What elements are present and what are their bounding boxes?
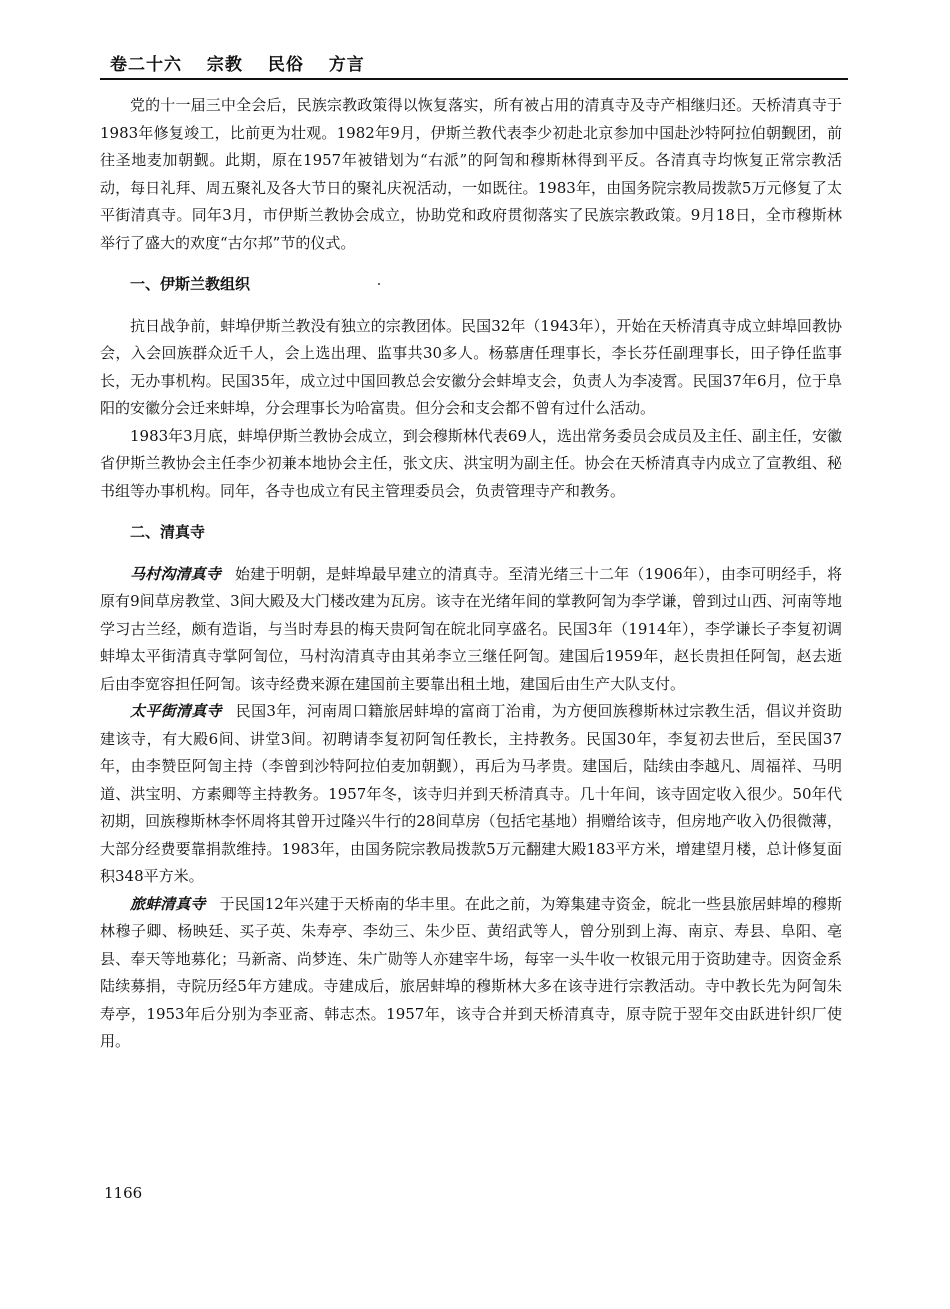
header-rule [100, 78, 848, 80]
body-text [100, 92, 842, 1056]
mosque-entry-taipingjie [100, 698, 842, 891]
mosque-entry-lvbeng [100, 891, 842, 1056]
scan-speck [378, 283, 380, 285]
header-section-dialect: 方言 [328, 55, 365, 75]
page-number: 1166 [104, 1184, 143, 1202]
mosque-description: 于民国12年兴建于天桥南的华丰里。在此之前，为筹集建寺资金，皖北一些县旅居蚌埠的穆斯林穆子卿、杨映廷、买子英、朱寿亭、李幼三、朱少臣、黄绍武等人，曾分别到上海、南京、寿县、阜阳、亳县、奉天等地募化；马新斋、尚梦连、朱广勋等人亦建宰牛场，每宰一头牛收一枚银元用于资助建寺。因资金系陆续募捐，寺院历经5年方建成。寺建成后，旅居蚌埠的穆斯林大多在该寺进行宗教活动。寺中教长先为阿訇朱寿亭，1953年后分别为李亚斋、韩志杰。1957年，该寺合并到天桥清真寺，原寺院于翌年交由跃进针织厂使用。 [100, 894, 842, 1050]
mosque-description: 民国3年，河南周口籍旅居蚌埠的富商丁治甫，为方便回族穆斯林过宗教生活，倡议并资助建该寺，有大殿6间、讲堂3间。初聘请李复初阿訇任教长，主持教务。民国30年，李复初去世后，至民国37年，由李赞臣阿訇主持（李曾到沙特阿拉伯麦加朝觐），再后为马孝贵。建国后，陆续由李越凡、周福祥、马明道、洪宝明、方素卿等主持教务。1957年冬，该寺归并到天桥清真寺。几十年间，该寺固定收入很少。50年代初期，回族穆斯林李怀周将其曾开过隆兴牛行的28间草房（包括宅基地）捐赠给该寺，但房地产收入仍很微薄，大部分经费要靠捐款维持。1983年，由国务院宗教局拨款5万元翻建大殿183平方米，增建望月楼，总计修复面积348平方米。 [100, 702, 842, 885]
mosque-name: 旅蚌清真寺 [130, 894, 206, 913]
mosque-name: 马村沟清真寺 [130, 564, 221, 583]
header-volume: 卷二十六 [110, 55, 182, 75]
organization-paragraph-1: 抗日战争前，蚌埠伊斯兰教没有独立的宗教团体。民国32年（1943年），开始在天桥清真寺成立蚌埠回教协会，入会回族群众近千人，会上选出理、监事共30多人。杨慕唐任理事长，李长芬任副理事长，田子铮任监事长，无办事机构。民国35年，成立过中国回教总会安徽分会蚌埠支会，负责人为李凌霄。民国37年6月，位于阜阳的安徽分会迁来蚌埠，分会理事长为哈富贵。但分会和支会都不曾有过什么活动。 [100, 316, 842, 417]
section-heading-organization: 一、伊斯兰教组织 [130, 275, 251, 293]
mosque-description: 始建于明朝，是蚌埠最早建立的清真寺。至清光绪三十二年（1906年），由李可明经手，将原有9间草房教堂、3间大殿及大门楼改建为瓦房。该寺在光绪年间的掌教阿訇为李学谦，曾到过山西、河南等地学习古兰经，颇有造诣，与当时寿县的梅天贵阿訇在皖北同享盛名。民国3年（1914年），李学谦长子李复初调蚌埠太平街清真寺掌阿訇位，马村沟清真寺由其弟李立三继任阿訇。建国后1959年，赵长贵担任阿訇，赵去逝后由李宽容担任阿訇。该寺经费来源在建国前主要靠出租土地，建国后由生产大队支付。 [100, 564, 842, 693]
mosque-name: 太平街清真寺 [130, 702, 222, 720]
mosque-entry-macungou [100, 561, 842, 699]
organization-paragraph-2: 1983年3月底，蚌埠伊斯兰教协会成立，到会穆斯林代表69人，选出常务委员会成员及主任、副主任，安徽省伊斯兰教协会主任李少初兼本地协会主任，张文庆、洪宝明为副主任。协会在天桥清真寺内成立了宣教组、秘书组等办事机构。同年，各寺也成立有民主管理委员会，负责管理寺产和教务。 [100, 426, 842, 500]
section-heading-mosques: 二、清真寺 [130, 523, 206, 541]
intro-paragraph: 党的十一届三中全会后，民族宗教政策得以恢复落实，所有被占用的清真寺及寺产相继归还。天桥清真寺于1983年修复竣工，比前更为壮观。1982年9月，伊斯兰教代表李少初赴北京参加中国赴沙特阿拉伯朝觐团，前往圣地麦加朝觐。此期，原在1957年被错划为“右派”的阿訇和穆斯林得到平反。各清真寺均恢复正常宗教活动，每日礼拜、周五聚礼及各大节日的聚礼庆祝活动，一如既往。1983年，由国务院宗教局拨款5万元修复了太平街清真寺。同年3月，市伊斯兰教协会成立，协助党和政府贯彻落实了民族宗教政策。9月18日，全市穆斯林举行了盛大的欢度“古尔邦”节的仪式。 [100, 96, 842, 252]
running-header [110, 50, 383, 75]
header-section-religion: 宗教 [206, 55, 243, 75]
header-section-customs: 民俗 [267, 55, 304, 75]
